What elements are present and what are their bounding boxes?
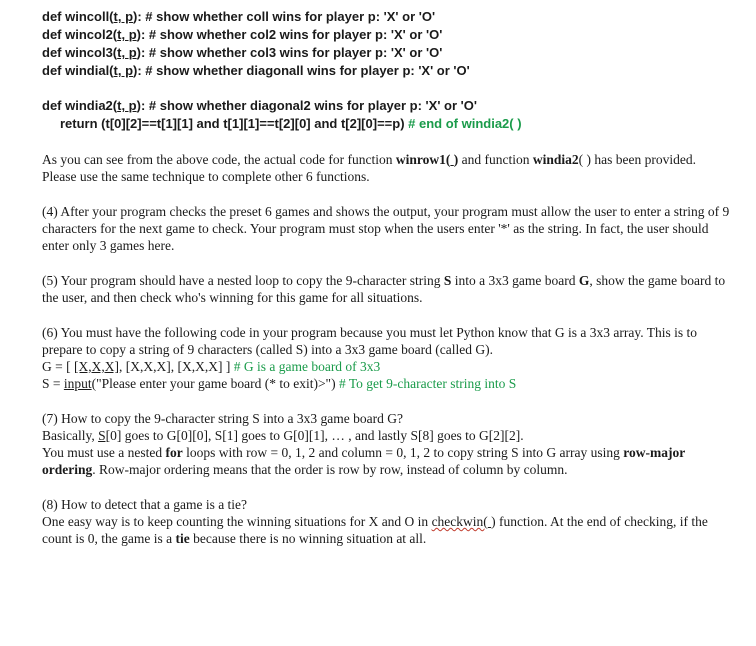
paragraph-8: (8) How to detect that a game is a tie? One easy way is to keep counting the winning situations for X and O in checkwin( ) function. At the end of checking, if the count is 0, the game is a tie because there is no winning situation at all. xyxy=(42,497,708,546)
code-line: def wincol3(t, p): # show whether col3 wins for player p: 'X' or 'O' xyxy=(42,45,443,60)
code-line-return: return (t[0][2]==t[1][1] and t[1][1]==t[2][0] and t[2][0]==p) # end of windia2( ) xyxy=(60,116,522,131)
paragraph-7: (7) How to copy the 9-character string S into a 3x3 game board G? Basically, S[0] goes to G[0][0], S[1] goes to G[0][1], … , and lastly S[8] goes to G[2][2]. You must use a nested for loops with row = 0, 1, 2 and column = 0, 1, 2 to copy string S into G array using row-major ordering. Row-major ordering means that the order is row by row, instead of column by column. xyxy=(42,411,685,477)
code-line-s-input: S = input("Please enter your game board (* to exit)>") # To get 9-character string into S xyxy=(42,376,517,391)
paragraph-5: (5) Your program should have a nested loop to copy the 9-character string S into a 3x3 game board G, show the game board to the user, and then check who's winning for this game for all situations. xyxy=(42,273,726,305)
code-line: def windial(t, p): # show whether diagonall wins for player p: 'X' or 'O' xyxy=(42,63,470,78)
code-line: def wincol2(t, p): # show whether col2 wins for player p: 'X' or 'O' xyxy=(42,27,443,42)
document-page xyxy=(42,8,732,547)
paragraph-4: (4) After your program checks the preset 6 games and shows the output, your program must allow the user to enter a string of 9 characters for the next game to check. Your program must stop when the users enter '*' as the string. In fact, the user should enter only 3 games here. xyxy=(42,204,730,253)
paragraph-intro: As you can see from the above code, the actual code for function winrow1( ) and function windia2( ) has been provided. Please use the same technique to complete other 6 functions. xyxy=(42,152,696,184)
code-comment: # end of windia2( ) xyxy=(408,116,522,131)
code-line-g-board: G = [ [X,X,X], [X,X,X], [X,X,X] ] # G is a game board of 3x3 xyxy=(42,359,381,374)
paragraph-6: (6) You must have the following code in your program because you must let Python know that G is a 3x3 array. This is to prepare to copy a string of 9 characters (called S) into a 3x3 game board (called G). G = [ [X,X,X], [X,X,X], [X,X,X] ] # G is a game board of 3x3 S = input("Please enter your game board (* to exit)>") # To get 9-character string into S xyxy=(42,324,732,392)
code-line-def: def windia2(t, p): # show whether diagonal2 wins for player p: 'X' or 'O' xyxy=(42,98,477,113)
code-line: def wincoll(t, p): # show whether coll wins for player p: 'X' or 'O' xyxy=(42,9,436,24)
code-block-windia2 xyxy=(42,97,732,133)
code-block-function-defs xyxy=(42,8,732,80)
